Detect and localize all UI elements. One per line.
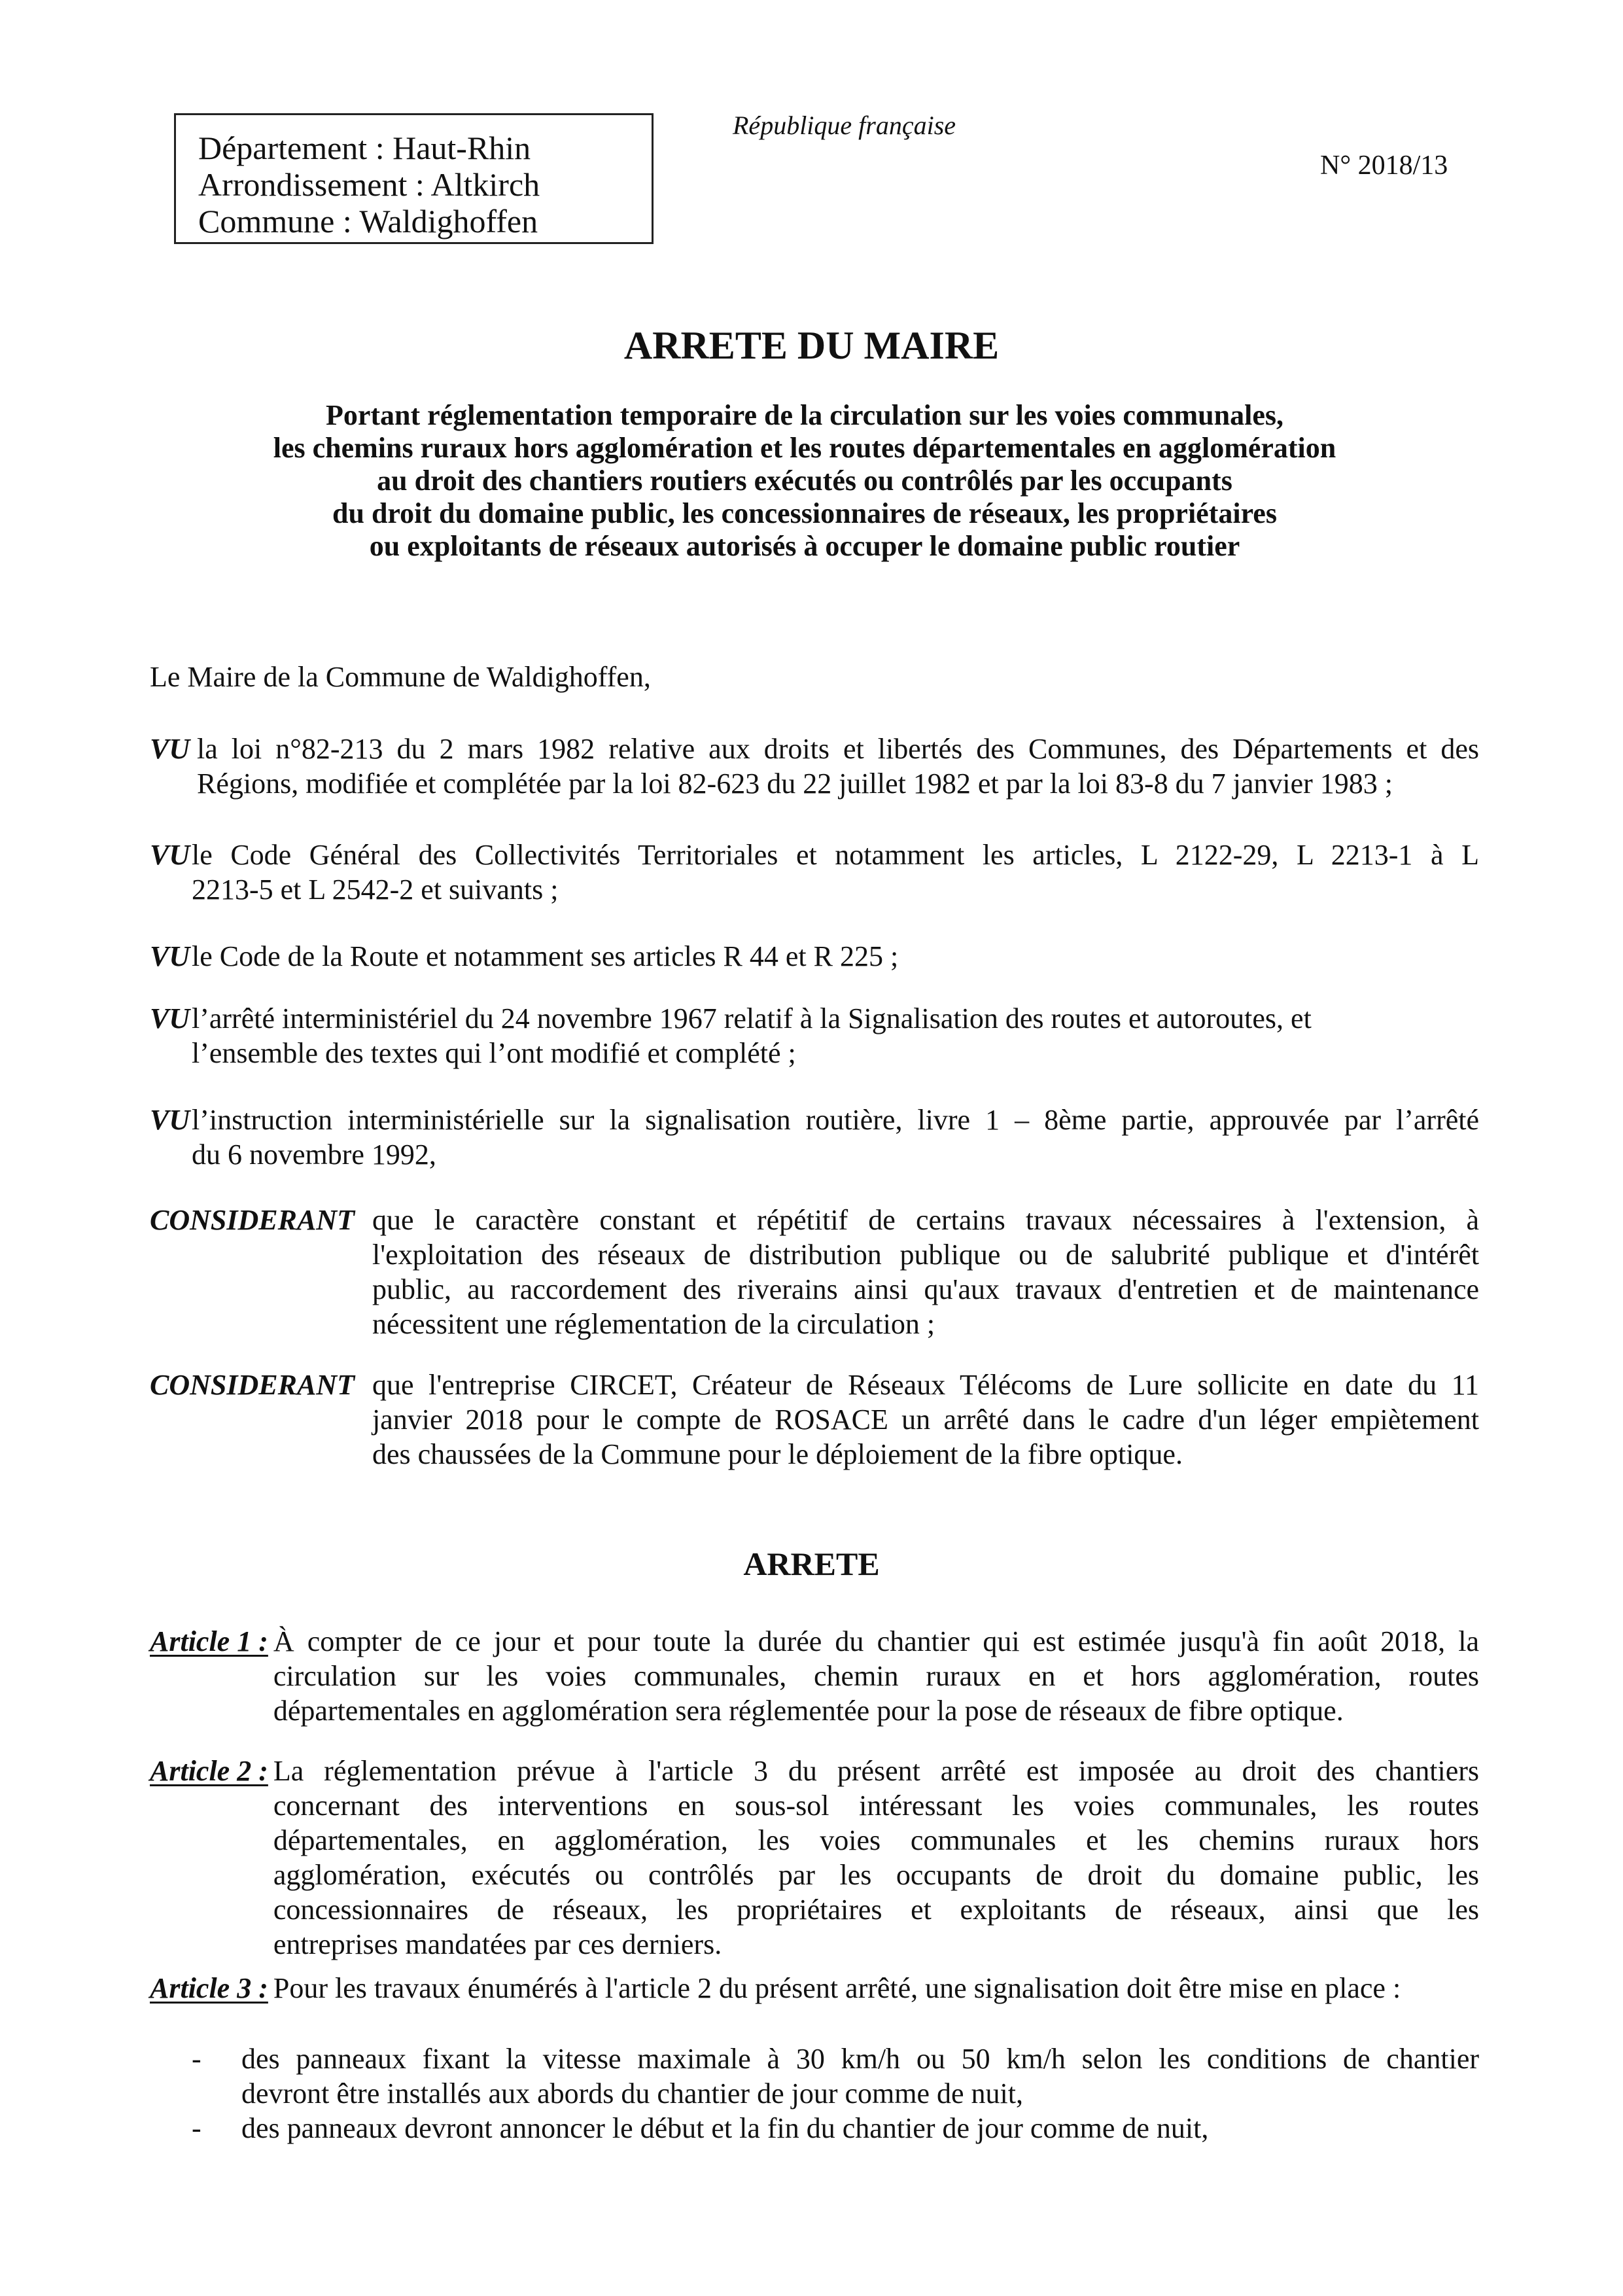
article-line: circulation sur les voies communales, chemin ruraux en et hors agglomération, routes [273,1660,1479,1692]
vu-clause-line: l’ensemble des textes qui l’ont modifié et complété ; [192,1037,796,1069]
article-2 [150,1754,1479,1962]
signalisation-list [150,2041,1479,2146]
vu-clause-line: 2213-5 et L 2542-2 et suivants ; [192,874,559,906]
page-title: ARRETE DU MAIRE [623,324,1000,367]
article-line: concernant des interventions en sous-sol intéressant les voies communales, les routes [273,1790,1479,1822]
subtitle-line: au droit des chantiers routiers exécutés ou contrôlés par les occupants [377,465,1232,497]
vu-label: VU [150,940,190,972]
article-1 [150,1624,1479,1728]
considerant-line: janvier 2018 pour le compte de ROSACE un arrêté dans le cadre d'un léger empiètement [372,1404,1479,1436]
dash-bullet-icon: - [192,2112,201,2144]
considerant-line: nécessitent une réglementation de la circulation ; [372,1308,935,1340]
subtitle-line: ou exploitants de réseaux autorisés à occuper le domaine public routier [369,530,1240,562]
article-line: départementales en agglomération sera réglementée pour la pose de réseaux de fibre optique. [273,1695,1344,1727]
article-label: Article 3 : [150,1972,268,2004]
considerant-label: CONSIDERANT [150,1204,355,1236]
vu-clause-line: Régions, modifiée et complétée par la loi 82-623 du 22 juillet 1982 et par la loi 83-8 du 7 janvier 1983 ; [197,768,1393,800]
vu-clause-line: l’arrêté interministériel du 24 novembre 1967 relatif à la Signalisation des routes et autoroutes, et [192,1002,1312,1034]
subtitle-line: Portant réglementation temporaire de la circulation sur les voies communales, [326,399,1283,431]
vu-clause-line: le Code de la Route et notamment ses articles R 44 et R 225 ; [192,940,899,972]
vu-clause-line: le Code Général des Collectivités Territoriales et notamment les articles, L 2122-29, L 2213-1 à L [192,839,1479,871]
article-3 [150,1971,1479,2005]
considerant-line: des chaussées de la Commune pour le déploiement de la fibre optique. [372,1438,1183,1470]
administrative-info-box [174,113,654,244]
list-item-line: des panneaux fixant la vitesse maximale à 30 km/h ou 50 km/h selon les conditions de chantier [241,2043,1479,2075]
commune-line: Commune : Waldighoffen [198,203,538,239]
vu-clause-line: la loi n°82-213 du 2 mars 1982 relative aux droits et libertés des Communes, des Départements et des [197,733,1479,765]
dash-bullet-icon: - [192,2043,201,2075]
vu-clause-3 [150,939,1479,974]
list-item-line: des panneaux devront annoncer le début et la fin du chantier de jour comme de nuit, [241,2112,1209,2144]
vu-clause-line: du 6 novembre 1992, [192,1139,436,1171]
article-line: À compter de ce jour et pour toute la durée du chantier qui est estimée jusqu'à fin août 2018, la [273,1625,1479,1657]
considerant-line: l'exploitation des réseaux de distribution publique ou de salubrité publique et d'intérêt [372,1239,1479,1271]
departement-line: Département : Haut-Rhin [198,130,531,166]
article-line: entreprises mandatées par ces derniers. [273,1928,722,1960]
list-item [150,2111,1479,2146]
arrondissement-line: Arrondissement : Altkirch [198,166,540,203]
vu-clause-1 [150,732,1479,801]
intro-paragraph: Le Maire de la Commune de Waldighoffen, [150,661,651,693]
article-line: Pour les travaux énumérés à l'article 2 du présent arrêté, une signalisation doit être mise en place : [273,1972,1401,2004]
vu-clause-4 [150,1001,1479,1070]
article-line: La réglementation prévue à l'article 3 du présent arrêté est imposée au droit des chantiers [273,1755,1479,1787]
vu-label: VU [150,839,190,871]
considerant-line: que l'entreprise CIRCET, Créateur de Réseaux Télécoms de Lure sollicite en date du 11 [372,1369,1479,1401]
considerant-clause-2 [150,1368,1479,1472]
vu-label: VU [150,1104,190,1136]
considerant-line: que le caractère constant et répétitif de certains travaux nécessaires à l'extension, à [372,1204,1479,1236]
republique-francaise-label: République française [733,111,956,140]
arrete-section-heading: ARRETE [743,1545,880,1582]
article-label: Article 1 : [150,1625,268,1657]
article-label: Article 2 : [150,1755,268,1787]
arrete-subtitle [183,399,1426,563]
list-item-line: devront être installés aux abords du chantier de jour comme de nuit, [241,2077,1023,2110]
arrete-number: N° 2018/13 [1320,150,1448,181]
considerant-clause-1 [150,1203,1479,1341]
subtitle-line: les chemins ruraux hors agglomération et les routes départementales en agglomération [273,432,1336,464]
list-item [150,2041,1479,2111]
considerant-line: public, au raccordement des riverains ainsi qu'aux travaux d'entretien et de maintenance [372,1273,1479,1305]
article-line: concessionnaires de réseaux, les propriétaires et exploitants de réseaux, ainsi que les [273,1894,1479,1926]
vu-label: VU [150,733,190,765]
vu-label: VU [150,1002,190,1034]
subtitle-line: du droit du domaine public, les concessionnaires de réseaux, les propriétaires [332,497,1277,529]
article-line: agglomération, exécutés ou contrôlés par les occupants de droit du domaine public, les [273,1859,1479,1891]
vu-clause-2 [150,838,1479,907]
article-line: départementales, en agglomération, les voies communales et les chemins ruraux hors [273,1824,1479,1856]
considerant-label: CONSIDERANT [150,1369,355,1401]
vu-clause-5 [150,1103,1479,1172]
vu-clause-line: l’instruction interministérielle sur la signalisation routière, livre 1 – 8ème partie, approuvée par l’arrêté [192,1104,1479,1136]
